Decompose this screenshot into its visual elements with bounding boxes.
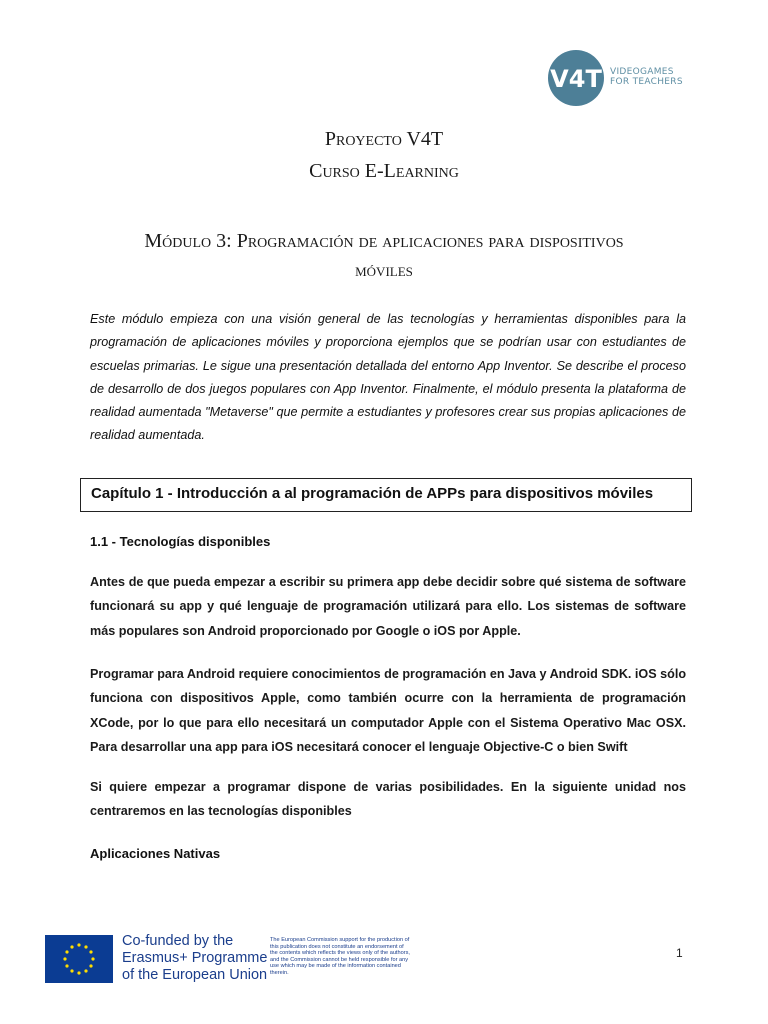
module-title-line1: Módulo 3: Programación de aplicaciones para dispositivos [144,230,624,252]
cofunded-text: Co-funded by the Erasmus+ Programme of the European Union [122,933,268,983]
v4t-logo [546,48,686,108]
body-paragraph: Programar para Android requiere conocimientos de programación en Java y Android SDK. iOS sólo funciona con dispositivos Apple, como también ocurre con la herramienta de programación XCode, por lo que para ello necesitará un computador Apple con el Sistema Operativo Mac OSX. Para desarrollar una app para iOS necesitará conocer el lenguaje Objective-C o bien Swift [90,667,687,754]
body-paragraph: Antes de que pueda empezar a escribir su primera app debe decidir sobre qué sistema de software funcionará su app y qué lenguaje de programación utilizará para ello. Los sistemas de software más populares son Android proporcionado por Google o iOS por Apple. [90,575,686,638]
body-paragraph: Si quiere empezar a programar dispone de varias posibilidades. En la siguiente unidad nos centraremos en las tecnologías disponibles [90,780,686,819]
page-number: 1 [676,946,683,960]
project-title: Proyecto V4T [324,128,444,150]
v4t-logo-mark [546,48,606,108]
eu-disclaimer: The European Commission support for the production of this publication does not constitute an endorsement of the contents which reflects the views only of the authors, and the Commission cannot be held responsible for any use which may be made of the information contained therein. [270,937,410,976]
module-title-line2: móviles [355,260,413,281]
eu-flag-icon [45,935,113,983]
v4t-logo-text: VIDEOGAMES FOR TEACHERS [610,67,683,87]
chapter-heading-box [80,478,692,512]
subsection-heading: Aplicaciones Nativas [90,846,221,861]
course-title: Curso E-Learning [309,160,459,182]
chapter-title: Capítulo 1 - Introducción a al programación de APPs para dispositivos móviles [91,485,654,502]
module-intro-paragraph: Este módulo empieza con una visión general de las tecnologías y herramientas disponibles para la programación de aplicaciones móviles y proporciona ejemplos que se podrían usar con estudiantes de escuelas primarias. Le sigue una presentación detallada del entorno App Inventor. Se describe el proceso de desarrollo de dos juegos populares con App Inventor. Finalmente, el módulo presenta la plataforma de realidad aumentada "Metaverse" que permite a estudiantes y profesores crear sus propias aplicaciones de realidad aumentada. [90,312,686,443]
svg-text:V4T: V4T [550,65,602,93]
section-heading: 1.1 - Tecnologías disponibles [90,534,271,549]
